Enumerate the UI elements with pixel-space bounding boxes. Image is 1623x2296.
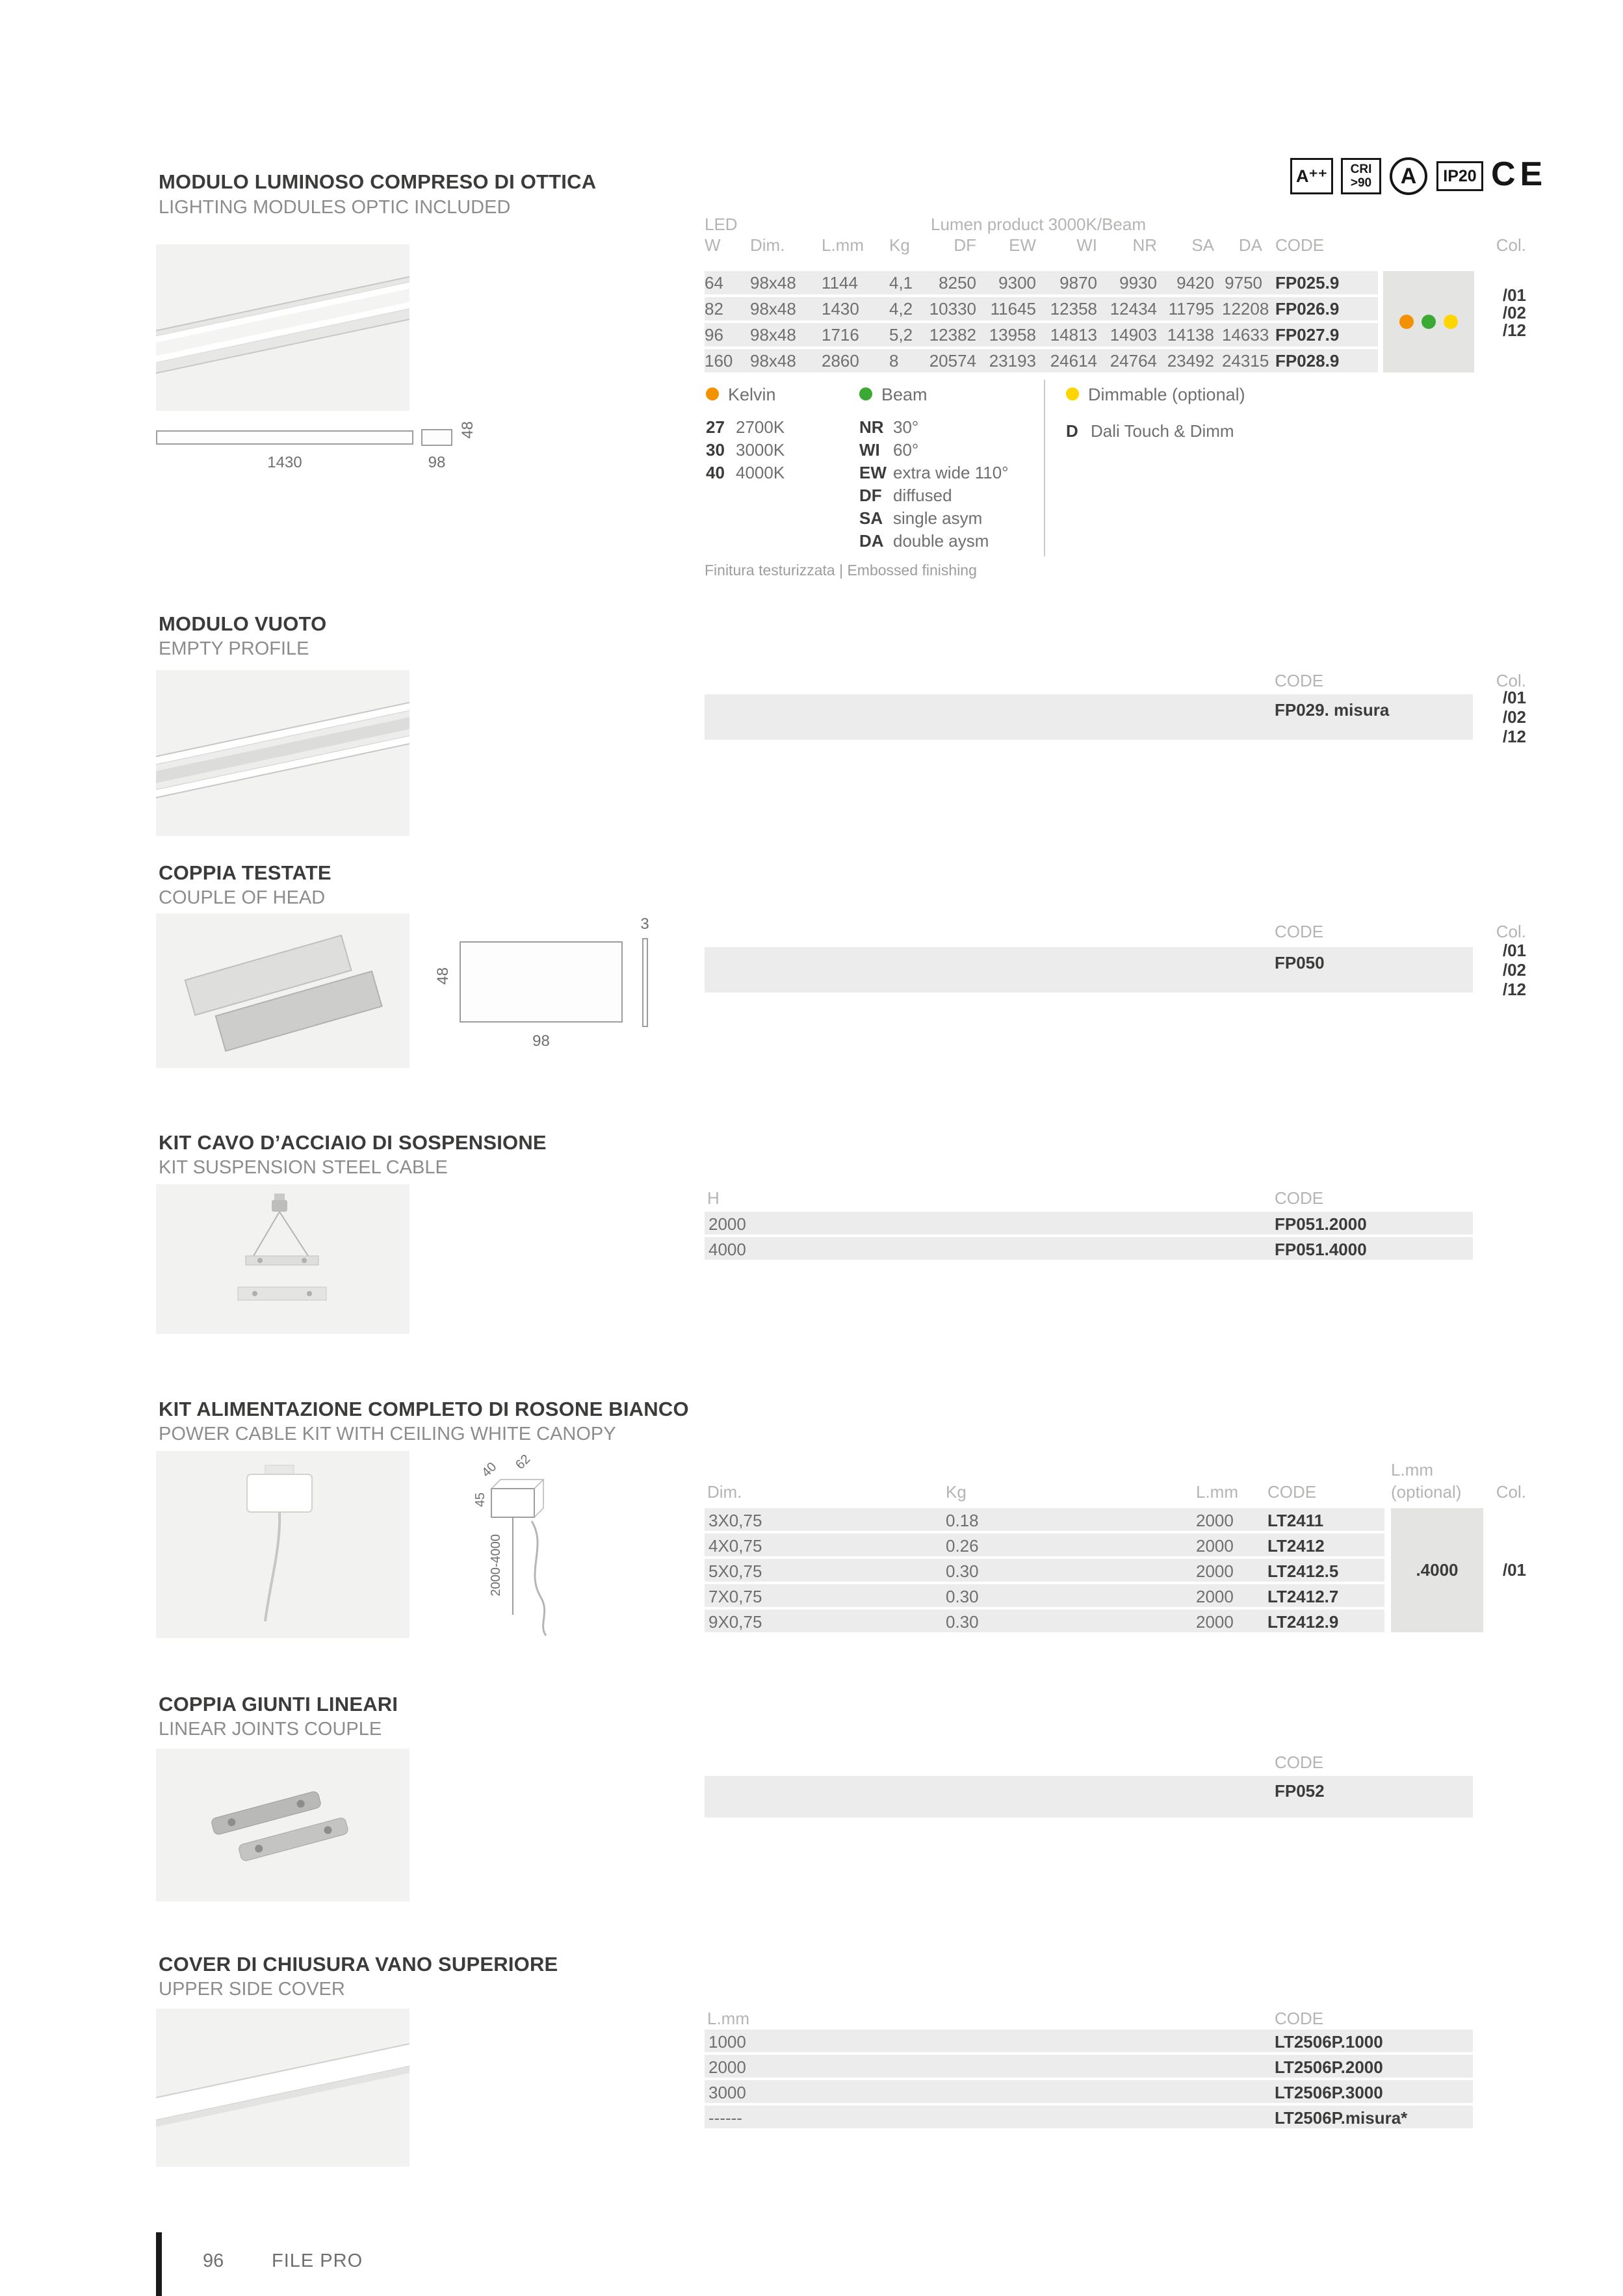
- legend-key: SA: [859, 508, 883, 528]
- t1-h-nr: NR: [1132, 235, 1157, 255]
- s3-row: [705, 947, 1473, 993]
- t1-cell-da: 24315: [1222, 350, 1269, 371]
- col-option: /12: [1502, 727, 1526, 746]
- legend-val: 2700K: [736, 417, 785, 437]
- t1-cell-ew: 11645: [990, 298, 1036, 319]
- ce-mark-icon: CE: [1491, 155, 1548, 193]
- t1-cell-w: 64: [705, 272, 723, 293]
- s5-cell-lmm: 2000: [1196, 1561, 1234, 1581]
- s1-dim-endview: [421, 429, 452, 446]
- s2-title-it: MODULO VUOTO: [159, 612, 327, 635]
- s5-row: [705, 1559, 1384, 1582]
- s7-row: [705, 2029, 1473, 2052]
- s5-product-render: [156, 1451, 409, 1638]
- t1-cell-wi: 24614: [1050, 350, 1097, 371]
- t1-h-code: CODE: [1275, 235, 1325, 255]
- s5-cell-dim: 3X0,75: [708, 1511, 762, 1530]
- s4-cell-code: FP051.4000: [1275, 1240, 1367, 1259]
- s5-cell-kg: 0.30: [946, 1561, 979, 1581]
- s4-h-code: CODE: [1275, 1188, 1324, 1208]
- s7-cell-lmm: 2000: [708, 2057, 746, 2077]
- s4-product-render: [156, 1184, 409, 1334]
- t1-h-kg: Kg: [889, 235, 910, 255]
- s2-product-render: [156, 670, 409, 836]
- legend-key: 30: [706, 440, 725, 460]
- s1-product-image: [156, 244, 409, 411]
- t1-cell-dim: 98x48: [750, 272, 796, 293]
- s5-product-image: [156, 1451, 409, 1638]
- s7-product-image: [156, 2009, 409, 2167]
- s5-row: [705, 1610, 1384, 1632]
- s3-product-render: [156, 913, 409, 1068]
- legend-key: WI: [859, 440, 880, 460]
- s4-title-it: KIT CAVO D’ACCIAIO DI SOSPENSIONE: [159, 1131, 547, 1154]
- s3-dim-width: 98: [532, 1032, 550, 1050]
- s3-product-image: [156, 913, 409, 1068]
- s5-title-it: KIT ALIMENTAZIONE COMPLETO DI ROSONE BIANCO: [159, 1398, 689, 1420]
- s5-cell-lmm: 2000: [1196, 1612, 1234, 1632]
- s5-h-opt2: (optional): [1391, 1482, 1462, 1502]
- t1-cell-dim: 98x48: [750, 298, 796, 319]
- legend-key: 27: [706, 417, 725, 437]
- cri-label-bottom: >90: [1350, 176, 1372, 190]
- s3-title-it: COPPIA TESTATE: [159, 861, 331, 884]
- t1-cell-sa: 9420: [1176, 272, 1214, 293]
- s2-title-en: EMPTY PROFILE: [159, 638, 309, 659]
- t1-h-wi: WI: [1076, 235, 1097, 255]
- t1-cell-kg: 4,1: [889, 272, 913, 293]
- s7-title-it: COVER DI CHIUSURA VANO SUPERIORE: [159, 1953, 558, 1976]
- s5-cell-dim: 5X0,75: [708, 1561, 762, 1581]
- s5-h-kg: Kg: [946, 1482, 967, 1502]
- s5-cell-dim: 4X0,75: [708, 1536, 762, 1556]
- s5-h-code: CODE: [1267, 1482, 1317, 1502]
- t1-col-options: [1474, 287, 1526, 339]
- t1-h-lmm: L.mm: [822, 235, 864, 255]
- t1-cell-sa: 14138: [1167, 324, 1214, 345]
- s5-title-en: POWER CABLE KIT WITH CEILING WHITE CANOPY: [159, 1424, 616, 1444]
- t1-cell-w: 96: [705, 324, 723, 345]
- s4-row: [705, 1237, 1473, 1260]
- s5-dim-drawing-render: [448, 1451, 585, 1639]
- s3-title-en: COUPLE OF HEAD: [159, 887, 326, 908]
- t1-h-col: Col.: [1496, 235, 1526, 255]
- legend-val: diffused: [893, 486, 952, 505]
- t1-h-df: DF: [954, 235, 976, 255]
- t1-cell-wi: 14813: [1050, 324, 1097, 345]
- t1-cell-kg: 8: [889, 350, 899, 371]
- t1-cell-dim: 98x48: [750, 324, 796, 345]
- s5-row: [705, 1533, 1384, 1556]
- legend-val: Dali Touch & Dimm: [1091, 421, 1234, 441]
- s7-cell-lmm: ------: [708, 2108, 742, 2128]
- t1-cell-nr: 14903: [1110, 324, 1157, 345]
- t1-row: [705, 323, 1378, 346]
- t1-cell-da: 14633: [1222, 324, 1269, 345]
- s5-cell-lmm: 2000: [1196, 1587, 1234, 1606]
- t1-h-w: W: [705, 235, 721, 255]
- legend-key: NR: [859, 417, 884, 437]
- t1-cell-ew: 23193: [989, 350, 1036, 371]
- s7-cell-code: LT2506P.misura*: [1275, 2108, 1408, 2128]
- s5-cell-code: LT2412.9: [1267, 1612, 1339, 1632]
- t1-cell-da: 9750: [1225, 272, 1262, 293]
- t1-cell-code: FP025.9: [1275, 272, 1340, 293]
- s5-cell-code: LT2412.5: [1267, 1561, 1339, 1581]
- legend-key: 40: [706, 463, 725, 482]
- t1-cell-nr: 24764: [1110, 350, 1157, 371]
- col-option: /12: [1502, 320, 1526, 340]
- t1-cell-ew: 13958: [989, 324, 1036, 345]
- s7-title-en: UPPER SIDE COVER: [159, 1979, 345, 2000]
- s3-h-col: Col.: [1496, 922, 1526, 941]
- s1-title-en: LIGHTING MODULES OPTIC INCLUDED: [159, 197, 511, 218]
- s7-h-code: CODE: [1275, 2009, 1324, 2028]
- s5-dim-40: 40: [479, 1459, 500, 1480]
- t1-h-da: DA: [1238, 235, 1262, 255]
- s1-finishing-note: Finitura testurizzata | Embossed finishing: [705, 562, 977, 579]
- legend-val: 60°: [893, 440, 919, 460]
- legend-divider: [1044, 380, 1045, 556]
- t1-cell-code: FP027.9: [1275, 324, 1340, 345]
- s5-cell-code: LT2412.7: [1267, 1587, 1339, 1606]
- t1-cell-code: FP026.9: [1275, 298, 1340, 319]
- legend-key: DA: [859, 531, 884, 551]
- cri-label-top: CRI: [1350, 163, 1372, 176]
- t1-cell-nr: 12434: [1110, 298, 1157, 319]
- s5-dim-45: 45: [473, 1493, 487, 1507]
- s7-product-render: [156, 2009, 409, 2167]
- legend-key: EW: [859, 463, 887, 482]
- col-option: /02: [1502, 707, 1526, 727]
- s5-h-opt1: L.mm: [1391, 1460, 1433, 1480]
- s7-row: [705, 2055, 1473, 2078]
- dimmable-dot-icon: [1066, 387, 1079, 400]
- s5-row: [705, 1508, 1384, 1531]
- t1-cell-w: 160: [705, 350, 733, 371]
- s6-product-render: [156, 1749, 409, 1901]
- s3-dim-thin-bar: [642, 938, 648, 1027]
- legend-key: DF: [859, 486, 882, 505]
- s1-dim-width: 98: [428, 454, 446, 471]
- s2-col-options: [1474, 688, 1526, 746]
- s7-cell-code: LT2506P.1000: [1275, 2032, 1383, 2052]
- s4-h-h: H: [707, 1188, 720, 1208]
- t1-cell-lmm: 1716: [822, 324, 859, 345]
- t1-cell-w: 82: [705, 298, 723, 319]
- s5-cell-dim: 9X0,75: [708, 1612, 762, 1632]
- col-option: /01: [1502, 688, 1526, 707]
- t1-h-sa: SA: [1191, 235, 1214, 255]
- t1-cell-dim: 98x48: [750, 350, 796, 371]
- swatch-green-icon: [1422, 315, 1436, 329]
- s1-dim-height: 48: [459, 421, 476, 439]
- t1-row: [705, 271, 1378, 294]
- t1-row: [705, 349, 1378, 372]
- collection-name: FILE PRO: [272, 2250, 363, 2271]
- s7-cell-lmm: 3000: [708, 2083, 746, 2102]
- legend-val: 30°: [893, 417, 919, 437]
- s5-row: [705, 1584, 1384, 1607]
- s5-cell-lmm: 2000: [1196, 1536, 1234, 1556]
- swatch-orange-icon: [1399, 315, 1414, 329]
- energy-class-label: A⁺⁺: [1295, 166, 1327, 186]
- s3-dim-height: 48: [434, 967, 452, 985]
- s7-h-lmm: L.mm: [707, 2009, 749, 2028]
- s1-dim-bar: [156, 430, 413, 445]
- s5-dim-range: 2000-4000: [489, 1534, 503, 1597]
- t1-row: [705, 297, 1378, 320]
- col-option: /12: [1502, 980, 1526, 999]
- s4-product-image: [156, 1184, 409, 1334]
- t1-cell-kg: 4,2: [889, 298, 913, 319]
- legend-dimmable-title: Dimmable (optional): [1088, 385, 1245, 404]
- col-option: /02: [1502, 303, 1526, 322]
- s6-row: [705, 1776, 1473, 1818]
- s5-optional-code: .4000: [1416, 1560, 1459, 1580]
- s5-dim-62: 62: [513, 1452, 534, 1472]
- t1-cell-sa: 23492: [1167, 350, 1214, 371]
- s5-dim-drawing: [448, 1451, 585, 1639]
- s7-row: [705, 2080, 1473, 2103]
- legend-val: single asym: [893, 508, 983, 528]
- s3-dim-rect: [460, 941, 623, 1023]
- s5-cell-code: LT2412: [1267, 1536, 1325, 1556]
- ip-rating-label: IP20: [1443, 166, 1477, 185]
- s6-product-image: [156, 1749, 409, 1901]
- s1-dim-length: 1430: [267, 454, 302, 471]
- t1-cell-df: 8250: [939, 272, 976, 293]
- s7-cell-code: LT2506P.2000: [1275, 2057, 1383, 2077]
- t1-cell-df: 12382: [929, 324, 976, 345]
- t1-cell-code: FP028.9: [1275, 350, 1340, 371]
- s6-title-it: COPPIA GIUNTI LINEARI: [159, 1693, 398, 1715]
- beam-dot-icon: [859, 387, 872, 400]
- s2-row: [705, 694, 1473, 740]
- t1-cell-da: 12208: [1222, 298, 1269, 319]
- ip-rating-badge: [1436, 161, 1483, 191]
- legend-val: double aysm: [893, 531, 989, 551]
- s3-code: FP050: [1275, 953, 1325, 972]
- s7-cell-code: LT2506P.3000: [1275, 2083, 1383, 2102]
- s2-h-code: CODE: [1275, 671, 1324, 690]
- col-option: /02: [1502, 960, 1526, 980]
- s4-row: [705, 1212, 1473, 1234]
- lamp-energy-label: A: [1400, 163, 1417, 189]
- s5-optional-box: [1391, 1508, 1483, 1632]
- t1-cell-sa: 11795: [1168, 298, 1214, 319]
- col-option: /01: [1502, 285, 1526, 305]
- legend-val: 3000K: [736, 440, 785, 460]
- s6-code: FP052: [1275, 1781, 1325, 1801]
- t1-h-dim: Dim.: [750, 235, 785, 255]
- s5-cell-lmm: 2000: [1196, 1511, 1234, 1530]
- t1-h-ew: EW: [1009, 235, 1036, 255]
- t1-group-lumen: Lumen product 3000K/Beam: [931, 215, 1146, 234]
- t1-cell-kg: 5,2: [889, 324, 913, 345]
- footer-bar: [156, 2232, 162, 2296]
- s5-col-option: /01: [1502, 1560, 1526, 1580]
- s7-cell-lmm: 1000: [708, 2032, 746, 2052]
- t1-cell-wi: 12358: [1050, 298, 1097, 319]
- t1-cell-lmm: 1144: [822, 272, 858, 293]
- s2-h-col: Col.: [1496, 671, 1526, 690]
- s2-product-image: [156, 670, 409, 836]
- t1-cell-lmm: 1430: [822, 298, 859, 319]
- s3-dim-thickness: 3: [640, 915, 649, 933]
- legend-val: 4000K: [736, 463, 785, 482]
- s4-cell-h: 4000: [708, 1240, 746, 1259]
- lamp-energy-icon: [1390, 157, 1427, 195]
- s4-title-en: KIT SUSPENSION STEEL CABLE: [159, 1157, 448, 1178]
- kelvin-dot-icon: [706, 387, 719, 400]
- s1-product-render: [156, 244, 409, 411]
- s3-col-options: [1474, 941, 1526, 999]
- s5-cell-kg: 0.30: [946, 1612, 979, 1632]
- t1-cell-df: 10330: [929, 298, 976, 319]
- swatch-yellow-icon: [1444, 315, 1458, 329]
- s5-cell-code: LT2411: [1267, 1511, 1324, 1530]
- s5-cell-kg: 0.18: [946, 1511, 979, 1530]
- s4-cell-code: FP051.2000: [1275, 1214, 1367, 1234]
- s4-cell-h: 2000: [708, 1214, 746, 1234]
- t1-cell-lmm: 2860: [822, 350, 859, 371]
- legend-kelvin-title: Kelvin: [728, 385, 776, 404]
- s2-code: FP029. misura: [1275, 700, 1390, 720]
- t1-cell-nr: 9930: [1119, 272, 1157, 293]
- legend-key: D: [1066, 421, 1078, 441]
- s5-h-col: Col.: [1496, 1482, 1526, 1502]
- s1-title-it: MODULO LUMINOSO COMPRESO DI OTTICA: [159, 170, 597, 193]
- s3-h-code: CODE: [1275, 922, 1324, 941]
- s7-row: [705, 2106, 1473, 2128]
- col-option: /01: [1502, 941, 1526, 960]
- page-number: 96: [203, 2250, 224, 2271]
- t1-cell-wi: 9870: [1059, 272, 1097, 293]
- s5-h-dim: Dim.: [707, 1482, 742, 1502]
- s5-cell-dim: 7X0,75: [708, 1587, 762, 1606]
- s6-title-en: LINEAR JOINTS COUPLE: [159, 1719, 382, 1740]
- s5-h-lmm: L.mm: [1196, 1482, 1238, 1502]
- s5-cell-kg: 0.30: [946, 1587, 979, 1606]
- s5-cell-kg: 0.26: [946, 1536, 979, 1556]
- energy-class-badge: [1290, 158, 1333, 194]
- t1-group-led: LED: [705, 215, 738, 234]
- cri-badge: [1341, 158, 1381, 194]
- s6-h-code: CODE: [1275, 1753, 1324, 1772]
- t1-cell-df: 20574: [929, 350, 976, 371]
- t1-header-row: [705, 235, 1378, 255]
- t1-cell-ew: 9300: [998, 272, 1036, 293]
- legend-val: extra wide 110°: [893, 463, 1009, 482]
- t1-finish-swatches: [1383, 271, 1474, 372]
- legend-beam-title: Beam: [881, 385, 928, 404]
